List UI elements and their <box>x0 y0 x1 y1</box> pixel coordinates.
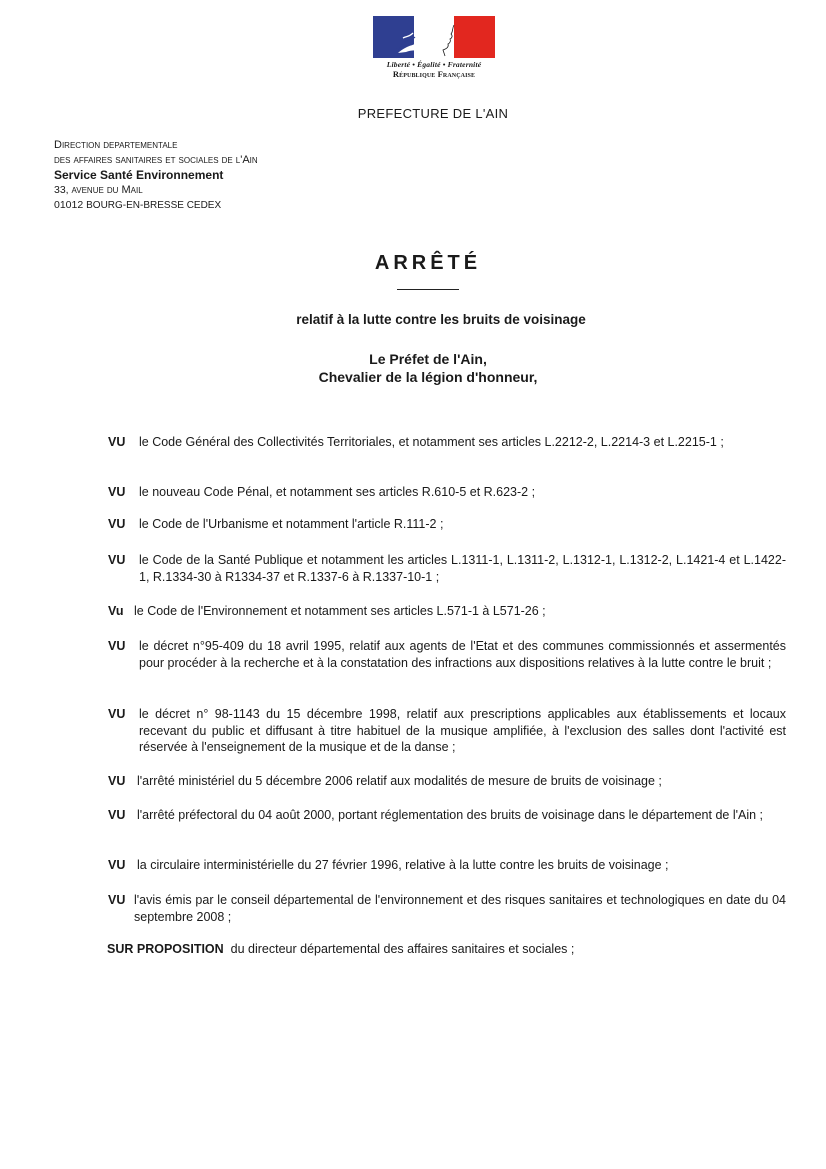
address-service: Service Santé Environnement <box>54 168 224 182</box>
republic-name: République Française <box>392 69 476 79</box>
vu-clause-text: le Code de l'Urbanisme et notamment l'article R.111-2 ; <box>139 517 444 531</box>
vu-keyword: VU <box>108 808 126 822</box>
vu-keyword: VU <box>108 858 126 872</box>
vu-clause-text: le Code Général des Collectivités Territoriales, et notamment ses articles L.2212-2, L.2214-3 et L.2215-1 ; <box>139 435 724 449</box>
vu-clause-text: le décret n° 98-1143 du 15 décembre 1998, relatif aux prescriptions applicables aux établissements et locaux recevant du public et diffusant à titre habituel de la musique amplifiée, à l'exclusion des salles dont l'activité est réservée à l'enseignement de la musique et de la danse ; <box>139 707 786 754</box>
document-title: ARRÊTÉ <box>374 252 482 274</box>
marianne-logo <box>373 16 495 79</box>
prefect-line-2: Chevalier de la légion d'honneur, <box>318 369 538 385</box>
proposition-keyword: SUR PROPOSITION <box>107 942 224 956</box>
sender-address <box>54 138 258 213</box>
address-line-4 <box>54 183 258 198</box>
vu-clause-text: l'arrêté préfectoral du 04 août 2000, portant réglementation des bruits de voisinage dans le département de l'Ain ; <box>137 808 764 822</box>
vu-clause-text: l'arrêté ministériel du 5 décembre 2006 relatif aux modalités de mesure de bruits de voisinage ; <box>137 774 662 788</box>
vu-clause-text: le Code de l'Environnement et notamment ses articles L.571-1 à L571-26 ; <box>134 604 546 618</box>
address-line-4-number: 33, <box>54 184 72 196</box>
marianne-emblem-icon <box>373 16 495 58</box>
prefecture-name: PREFECTURE DE L'AIN <box>357 106 509 121</box>
vu-keyword: VU <box>108 639 126 653</box>
address-line-1: Direction departementale <box>54 139 178 151</box>
vu-keyword: VU <box>108 517 126 531</box>
vu-keyword: VU <box>108 553 126 567</box>
title-divider <box>397 289 459 290</box>
prefect-line-1: Le Préfet de l'Ain, <box>369 351 487 367</box>
vu-clause-text: l'avis émis par le conseil départemental de l'environnement et des risques sanitaires et technologiques en date du 04 septembre 2008 ; <box>134 893 786 924</box>
address-line-2: des affaires sanitaires et sociales de l'Ain <box>54 154 258 166</box>
vu-keyword: VU <box>108 893 126 907</box>
vu-clause-text: le nouveau Code Pénal, et notamment ses articles R.610-5 et R.623-2 ; <box>139 485 536 499</box>
document-subtitle: relatif à la lutte contre les bruits de voisinage <box>296 312 586 327</box>
prefect-heading <box>0 350 826 386</box>
vu-keyword: VU <box>108 485 126 499</box>
vu-clause-text: le décret n°95-409 du 18 avril 1995, relatif aux agents de l'Etat et des communes commissionnés et assermentés pour procéder à la recherche et à la constatation des infractions aux dispositions relatives à la lutte contre le bruit ; <box>139 639 786 670</box>
vu-keyword: VU <box>108 435 126 449</box>
address-line-5 <box>54 198 258 213</box>
vu-clause-text: la circulaire interministérielle du 27 février 1996, relative à la lutte contre les bruits de voisinage ; <box>137 858 669 872</box>
vu-keyword: Vu <box>108 604 124 618</box>
address-line-5-postcode: 01012 <box>54 199 87 211</box>
vu-keyword: VU <box>108 707 126 721</box>
republic-motto: Liberté • Égalité • Fraternité <box>386 60 482 69</box>
address-line-4-street: avenue du Mail <box>71 184 143 196</box>
proposition-clause <box>107 941 574 957</box>
vu-clause-text: le Code de la Santé Publique et notamment les articles L.1311-1, L.1311-2, L.1312-1, L.1312-2, L.1421-4 et L.1422-1, R.1334-30 à R1334-37 et R.1337-6 à R.1337-10-1 ; <box>139 553 786 584</box>
vu-keyword: VU <box>108 774 126 788</box>
proposition-text: du directeur départemental des affaires sanitaires et sociales ; <box>230 942 575 956</box>
address-line-5-city: BOURG-EN-BRESSE CEDEX <box>86 200 222 211</box>
